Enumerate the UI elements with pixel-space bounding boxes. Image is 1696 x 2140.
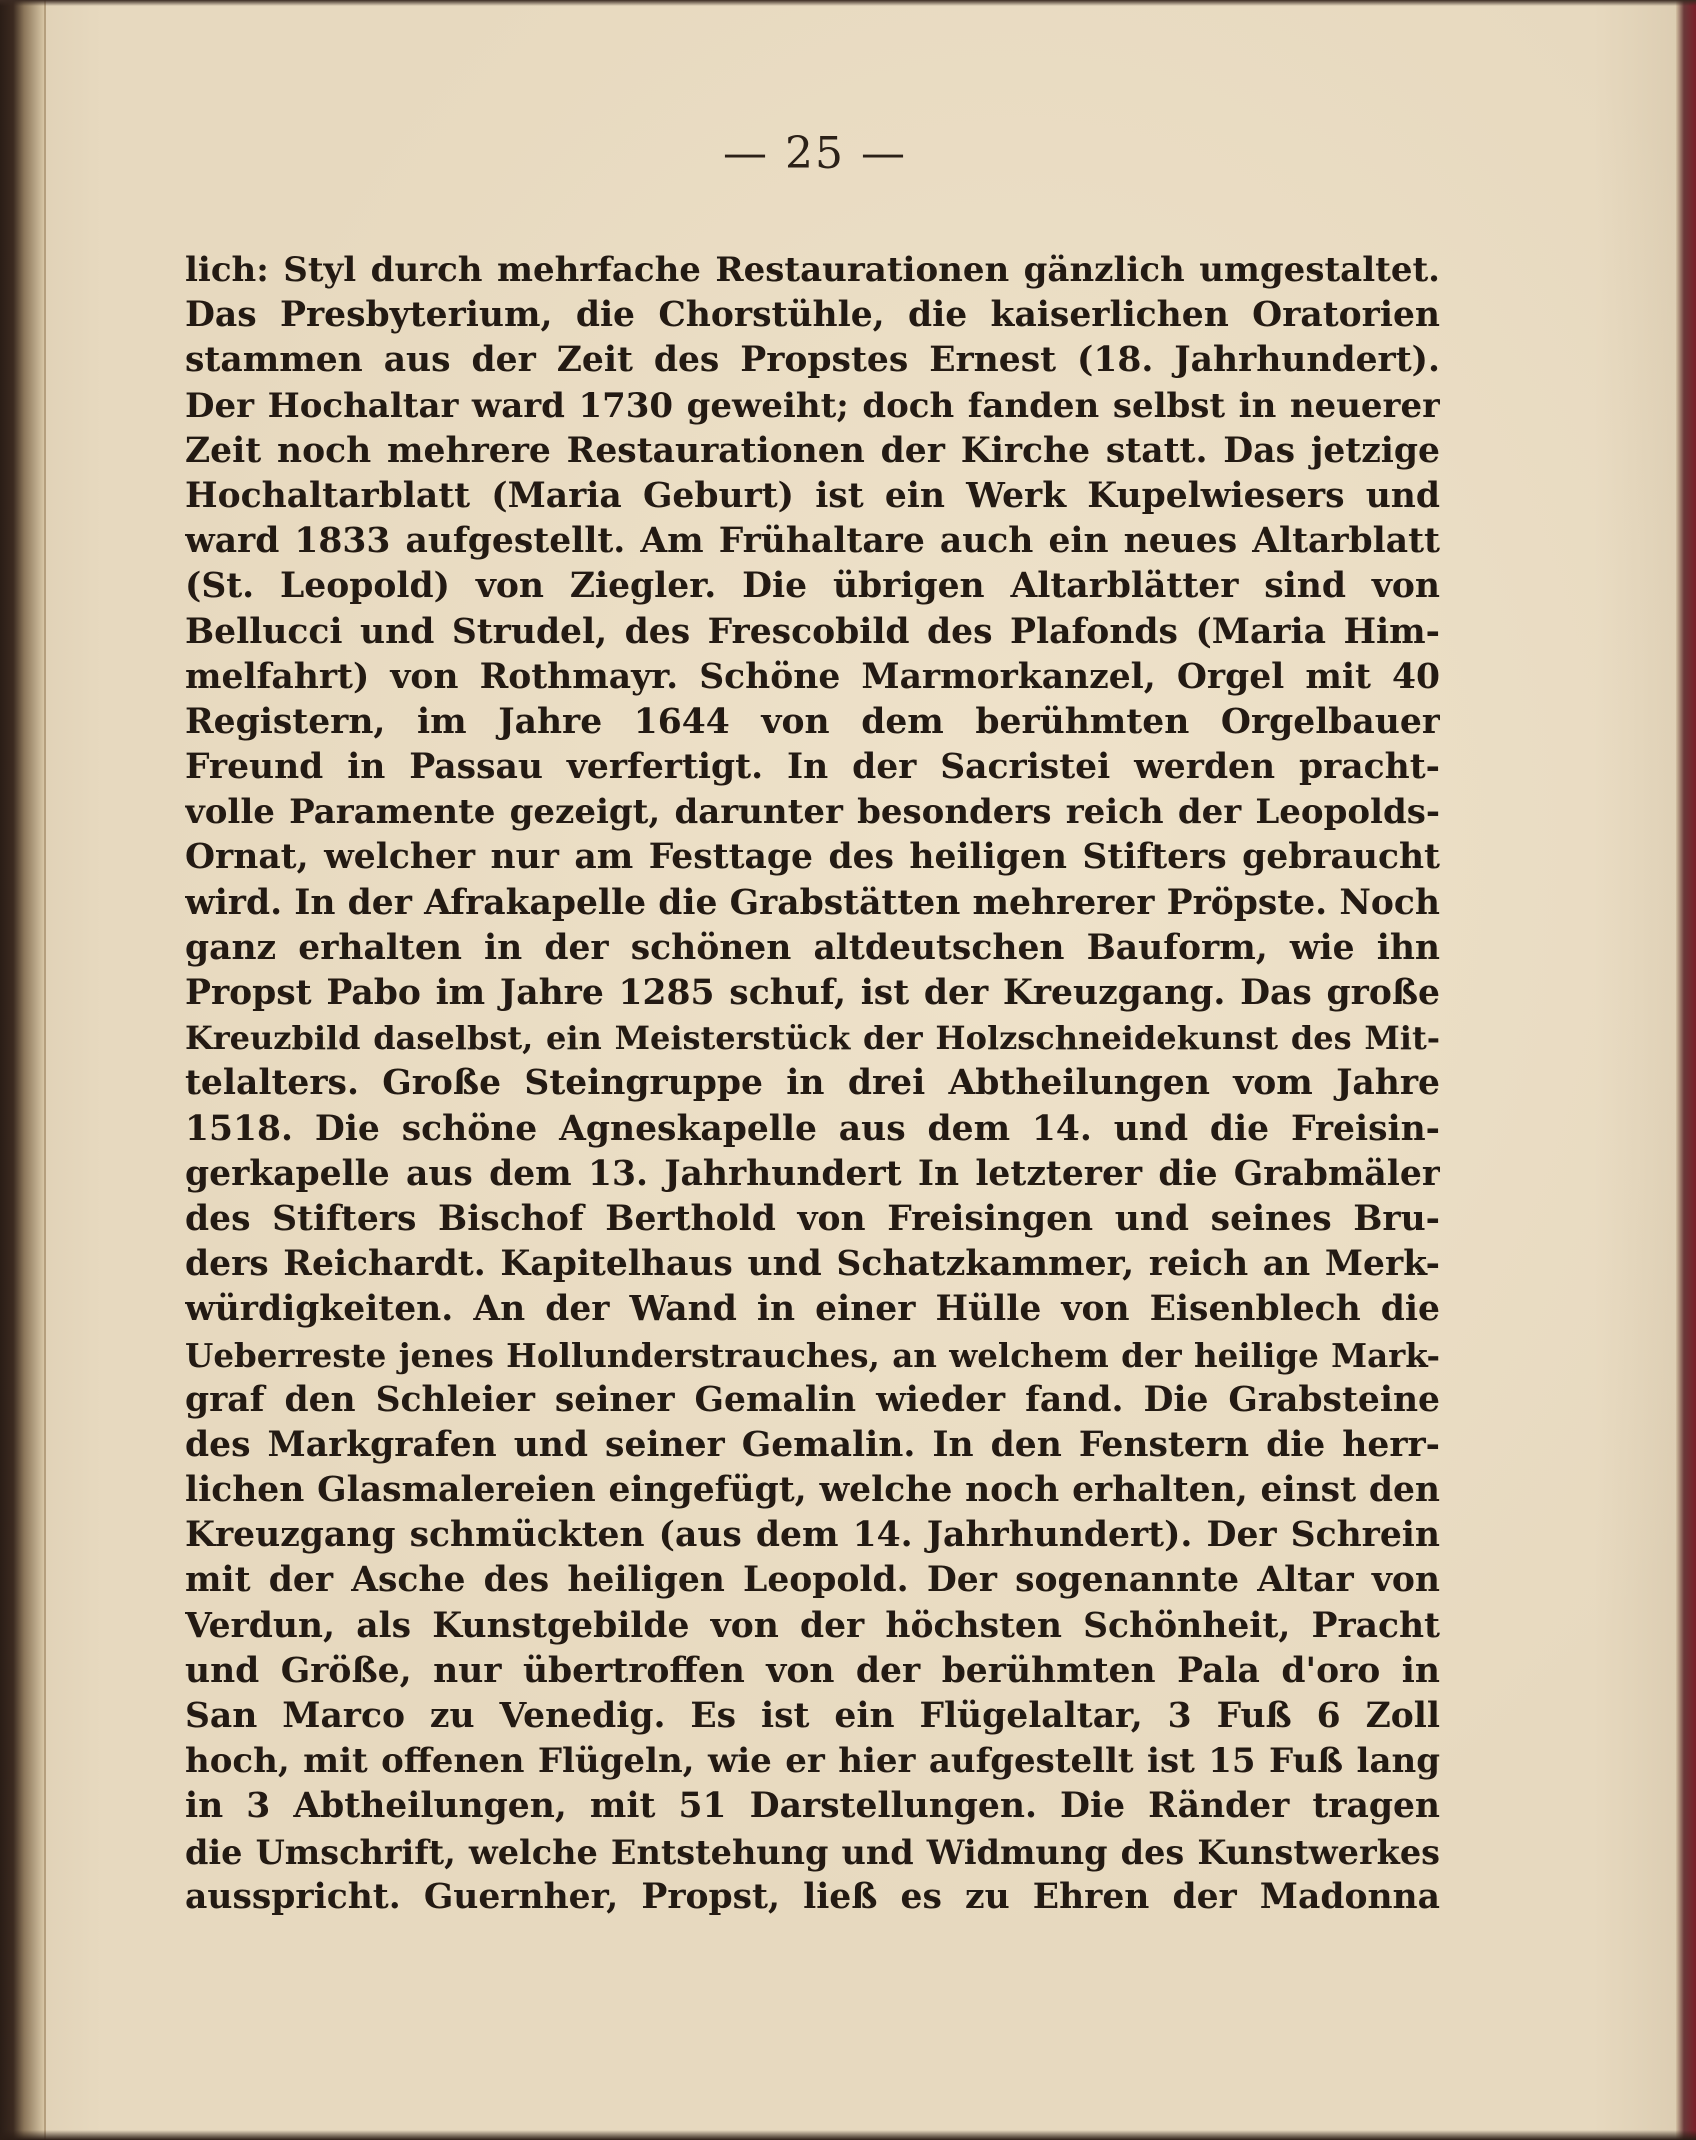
book-binding [0, 0, 44, 2140]
page-edge-right [1676, 0, 1696, 2140]
text-line: Propst Pabo im Jahre 1285 schuf, ist der Kreuzgang. Das große [185, 973, 1440, 1013]
gutter-line [44, 0, 46, 2140]
page-edge-top [0, 0, 1696, 6]
text-line: 1518. Die schöne Agneskapelle aus dem 14. und die Freisin- [185, 1108, 1440, 1149]
text-line: Das Presbyterium, die Chorstühle, die kaiserlichen Oratorien [185, 295, 1440, 336]
text-line: ward 1833 aufgestellt. Am Frühaltare auch ein neues Altarblatt [185, 521, 1440, 562]
text-line: Der Hochaltar ward 1730 geweiht; doch fanden selbst in neuerer [185, 385, 1440, 426]
text-line: wird. In der Afrakapelle die Grabstätten mehrerer Pröpste. Noch [185, 882, 1440, 923]
text-line: in 3 Abtheilungen, mit 51 Darstellungen. Die Ränder tragen [185, 1786, 1440, 1827]
text-line: hoch, mit offenen Flügeln, wie er hier aufgestellt ist 15 Fuß lang [185, 1741, 1440, 1782]
text-line: telalters. Große Steingruppe in drei Abtheilungen vom Jahre [185, 1063, 1440, 1104]
text-line: ganz erhalten in der schönen altdeutschen Bauform, wie ihn [185, 927, 1440, 968]
text-line: die Umschrift, welche Entstehung und Widmung des Kunstwerkes [185, 1832, 1440, 1872]
text-line: gerkapelle aus dem 13. Jahrhundert In letzterer die Grabmäler [185, 1153, 1440, 1194]
text-line: Kreuzgang schmückten (aus dem 14. Jahrhundert). Der Schrein [185, 1515, 1440, 1556]
text-line: San Marco zu Venedig. Es ist ein Flügelaltar, 3 Fuß 6 Zoll [185, 1696, 1440, 1736]
text-line: Kreuzbild daselbst, ein Meisterstück der Holzschneidekunst des Mit- [185, 1019, 1440, 1058]
text-line: Registern, im Jahre 1644 von dem berühmten Orgelbauer [185, 701, 1440, 742]
text-line: Zeit noch mehrere Restaurationen der Kirche statt. Das jetzige [185, 430, 1440, 471]
text-line: ausspricht. Guernher, Propst, ließ es zu Ehren der Madonna [185, 1876, 1440, 1917]
text-line: Ornat, welcher nur am Festtage des heiligen Stifters gebraucht [185, 837, 1440, 878]
page-number: — 25 — [723, 128, 907, 179]
text-line: Bellucci und Strudel, des Frescobild des Plafonds (Maria Him- [185, 611, 1440, 652]
text-line: des Markgrafen und seiner Gemalin. In den Fenstern die herr- [185, 1424, 1440, 1465]
text-line: Ueberreste jenes Hollunderstrauches, an welchem der heilige Mark- [185, 1335, 1440, 1375]
text-line: Freund in Passau verfertigt. In der Sacristei werden pracht- [185, 747, 1440, 788]
text-line: und Größe, nur übertroffen von der berühmten Pala d'oro in [185, 1650, 1440, 1691]
text-line: (St. Leopold) von Ziegler. Die übrigen Altarblätter sind von [185, 566, 1440, 607]
text-line: melfahrt) von Rothmayr. Schöne Marmorkanzel, Orgel mit 40 [185, 656, 1440, 697]
text-line: mit der Asche des heiligen Leopold. Der sogenannte Altar von [185, 1560, 1440, 1601]
text-line: graf den Schleier seiner Gemalin wieder fand. Die Grabsteine [185, 1379, 1440, 1420]
text-line: Verdun, als Kunstgebilde von der höchsten Schönheit, Pracht [185, 1605, 1440, 1646]
text-line: lich: Styl durch mehrfache Restaurationen gänzlich umgestaltet. [185, 250, 1440, 290]
text-line: ders Reichardt. Kapitelhaus und Schatzkammer, reich an Merk- [185, 1244, 1440, 1285]
text-line: würdigkeiten. An der Wand in einer Hülle von Eisenblech die [185, 1289, 1440, 1330]
body-text [185, 248, 1440, 1920]
text-line: Hochaltarblatt (Maria Geburt) ist ein Werk Kupelwiesers und [185, 475, 1440, 516]
text-line: lichen Glasmalereien eingefügt, welche noch erhalten, einst den [185, 1470, 1440, 1511]
text-line: stammen aus der Zeit des Propstes Ernest (18. Jahrhundert). [185, 340, 1440, 381]
text-line: des Stifters Bischof Berthold von Freisingen und seines Bru- [185, 1198, 1440, 1239]
page-edge-bottom [0, 2130, 1696, 2140]
text-line: volle Paramente gezeigt, darunter besonders reich der Leopolds- [185, 792, 1440, 833]
